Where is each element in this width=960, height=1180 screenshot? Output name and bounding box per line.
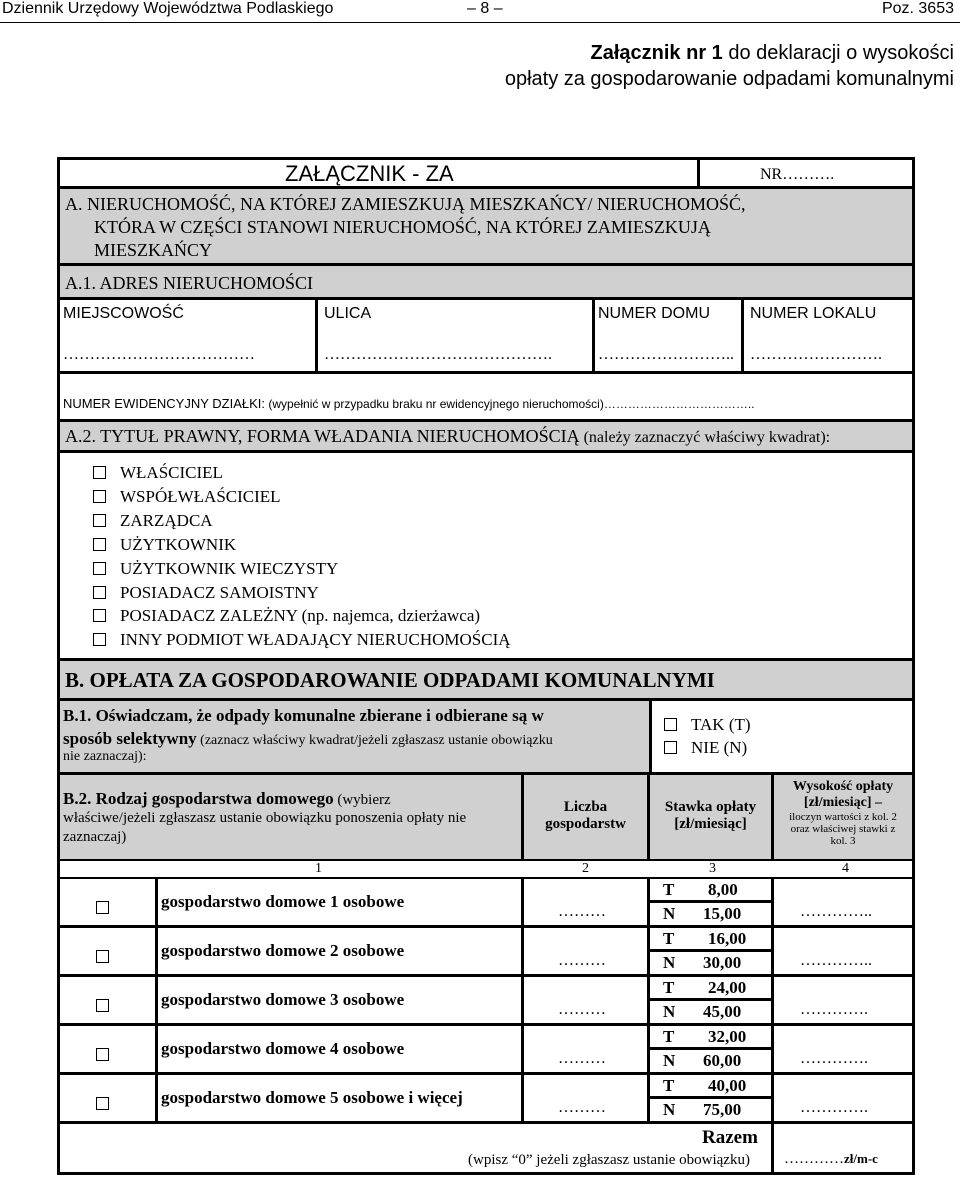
option-label: NIE (N)	[691, 738, 748, 757]
household-count-field[interactable]	[524, 977, 647, 1023]
b2-title: B.2. Rodzaj gospodarstwa domowego	[63, 789, 334, 808]
household-count-field[interactable]	[524, 879, 647, 925]
rate-n-letter: N	[663, 904, 676, 923]
household-label-cell	[158, 977, 521, 1023]
household-checkbox-cell[interactable]	[60, 928, 155, 974]
numer-lokalu-label: NUMER LOKALU	[750, 305, 877, 322]
ulica-dots: …………………………………….	[324, 346, 552, 363]
a2-options	[60, 453, 912, 658]
checkbox-icon[interactable]	[93, 609, 106, 622]
household-count-field[interactable]	[524, 1075, 647, 1121]
b1-line-2	[63, 729, 553, 749]
page-number: – 8 –	[467, 0, 503, 17]
household-label: gospodarstwo domowe 3 osobowe	[161, 990, 405, 1009]
rate-n-cell	[650, 1099, 771, 1121]
form-title: ZAŁĄCZNIK - ZA	[285, 161, 454, 186]
household-count: ………	[558, 903, 606, 920]
razem-value	[784, 1151, 878, 1168]
b2-line-3: zaznaczaj)	[63, 829, 127, 845]
rate-n-value: 15,00	[703, 904, 742, 923]
position-number: Poz. 3653	[881, 0, 954, 17]
rate-t-letter: T	[663, 880, 675, 899]
col-wys-line-4: oraz właściwej stawki z	[790, 823, 896, 835]
household-total: ………….	[800, 1099, 868, 1116]
rate-t-letter: T	[663, 1076, 675, 1095]
household-total: …………..	[800, 952, 872, 969]
b2-line-2: właściwe/jeżeli zgłaszasz ustanie obowiązku ponoszenia opłaty nie	[63, 810, 467, 826]
option-label: POSIADACZ SAMOISTNY	[120, 583, 319, 602]
option-tak[interactable]	[664, 715, 751, 735]
rate-n-letter: N	[663, 1002, 676, 1021]
rate-t-value: 8,00	[708, 880, 738, 899]
b1-selective: sposób selektywny	[63, 729, 197, 748]
household-label: gospodarstwo domowe 4 osobowe	[161, 1039, 405, 1058]
colnum-3: 3	[709, 861, 716, 876]
household-total-field[interactable]	[774, 928, 912, 974]
section-a-line-3: MIESZKAŃCY	[94, 240, 213, 260]
household-count: ………	[558, 1099, 606, 1116]
b1-choice	[652, 701, 912, 772]
ewid-note: (wypełnić w przypadku braku nr ewidencyjnego nieruchomości)………………………………..	[265, 397, 755, 411]
option-label: UŻYTKOWNIK	[120, 535, 237, 554]
rate-t-value: 24,00	[708, 978, 747, 997]
option-wlasciciel[interactable]	[93, 463, 223, 483]
col-stawka-line-1: Stawka opłaty	[664, 799, 757, 815]
section-b-title: B. OPŁATA ZA GOSPODAROWANIE ODPADAMI KOMUNALNYMI	[65, 668, 715, 692]
option-label: POSIADACZ ZALEŻNY (np. najemca, dzierżawca)	[120, 606, 481, 625]
option-label: WŁAŚCICIEL	[120, 463, 223, 482]
ewid-label: NUMER EWIDENCYJNY DZIAŁKI:	[63, 396, 266, 411]
a2-header	[60, 422, 912, 450]
col-stawka-header	[650, 775, 771, 859]
ulica-field[interactable]	[318, 300, 592, 371]
rate-n-letter: N	[663, 1100, 676, 1119]
option-label: WSPÓŁWŁAŚCICIEL	[120, 487, 281, 506]
b1-note: (zaznacz właściwy kwadrat/jeżeli zgłaszasz ustanie obowiązku	[196, 733, 553, 748]
household-label: gospodarstwo domowe 2 osobowe	[161, 941, 405, 960]
rate-n-value: 45,00	[703, 1002, 742, 1021]
household-count-field[interactable]	[524, 1026, 647, 1072]
household-total-field[interactable]	[774, 1026, 912, 1072]
rate-t-letter: T	[663, 978, 675, 997]
household-total: ………….	[800, 1050, 868, 1067]
a2-heading	[65, 426, 830, 447]
ulica-label: ULICA	[324, 305, 372, 322]
checkbox-icon[interactable]	[93, 514, 106, 527]
checkbox-icon[interactable]	[96, 999, 109, 1012]
razem-note: (wpisz “0” jeżeli zgłaszasz ustanie obowiązku)	[468, 1152, 750, 1168]
form-number: NR……….	[760, 166, 835, 183]
col-wys-line-1: Wysokość opłaty	[792, 779, 894, 794]
col-liczba-header	[524, 775, 647, 859]
checkbox-icon[interactable]	[96, 950, 109, 963]
rate-t-letter: T	[663, 929, 675, 948]
rate-n-value: 30,00	[703, 953, 742, 972]
checkbox-icon[interactable]	[664, 741, 677, 754]
option-label: UŻYTKOWNIK WIECZYSTY	[120, 559, 339, 578]
b2-line-1	[63, 789, 391, 809]
option-wspolwlasciciel[interactable]	[93, 487, 281, 507]
annex-number: Załącznik nr 1	[590, 42, 723, 64]
col-wys-line-2: [zł/miesiąc] –	[803, 795, 883, 810]
option-zarzadca[interactable]	[93, 511, 213, 531]
numer-lokalu-dots: …………………….	[750, 346, 882, 363]
b2-choose: (wybierz	[333, 792, 391, 808]
checkbox-icon[interactable]	[664, 718, 677, 731]
checkbox-icon[interactable]	[96, 1097, 109, 1110]
column-numbers	[60, 861, 912, 877]
rate-n-letter: N	[663, 953, 676, 972]
form-za	[57, 157, 915, 1175]
household-count: ………	[558, 1050, 606, 1067]
annex-title-1: do deklaracji o wysokości	[722, 42, 954, 64]
checkbox-icon[interactable]	[96, 901, 109, 914]
household-checkbox-cell[interactable]	[60, 977, 155, 1023]
b1-line-1: B.1. Oświadczam, że odpady komunalne zbierane i odbierane są w	[63, 706, 544, 725]
colnum-4: 4	[842, 861, 849, 876]
b1-line-3: nie zaznaczaj):	[63, 749, 147, 764]
annex-heading	[505, 40, 954, 92]
section-a-header	[60, 189, 912, 263]
section-b-header	[60, 661, 912, 698]
household-checkbox-cell[interactable]	[60, 1075, 155, 1121]
option-nie[interactable]	[664, 738, 747, 758]
nr-cell	[700, 160, 912, 186]
razem-value-cell[interactable]	[774, 1124, 912, 1172]
col-wys-line-3: iloczyn wartości z kol. 2	[789, 811, 897, 823]
rate-n-cell	[650, 1001, 771, 1023]
household-total: …………..	[800, 903, 872, 920]
checkbox-icon[interactable]	[93, 490, 106, 503]
rate-t-value: 40,00	[708, 1076, 747, 1095]
household-total-field[interactable]	[774, 977, 912, 1023]
option-label: ZARZĄDCA	[120, 511, 213, 530]
ewid-field[interactable]	[60, 374, 912, 419]
option-inny-podmiot[interactable]	[93, 630, 511, 650]
numer-domu-dots: ……………………..	[598, 346, 734, 363]
miejscowosc-dots: ………………………………	[63, 346, 255, 363]
rate-t-value: 16,00	[708, 929, 747, 948]
page-header	[0, 0, 960, 23]
option-label: INNY PODMIOT WŁADAJĄCY NIERUCHOMOŚCIĄ	[120, 630, 511, 649]
razem-dots: …………	[784, 1151, 844, 1167]
household-label-cell	[158, 1075, 521, 1121]
col-liczba-line-1: Liczba	[563, 799, 608, 815]
col-wys-line-5: kol. 3	[830, 835, 856, 847]
household-total-field[interactable]	[774, 879, 912, 925]
household-label-cell	[158, 879, 521, 925]
option-label: TAK (T)	[691, 715, 751, 734]
option-posiadacz-samoistny[interactable]	[93, 583, 319, 603]
miejscowosc-field[interactable]	[60, 300, 315, 371]
rate-t-cell	[650, 977, 771, 998]
rate-n-cell	[650, 903, 771, 925]
razem-unit: zł/m-c	[844, 1151, 878, 1166]
rate-n-cell	[650, 952, 771, 974]
rate-t-letter: T	[663, 1027, 675, 1046]
household-label-cell	[158, 928, 521, 974]
rate-t-cell	[650, 1026, 771, 1047]
household-count: ………	[558, 1001, 606, 1018]
rate-t-cell	[650, 879, 771, 900]
miejscowosc-label: MIEJSCOWOŚĆ	[63, 305, 184, 322]
household-checkbox-cell[interactable]	[60, 1026, 155, 1072]
rate-n-value: 60,00	[703, 1051, 742, 1070]
rate-n-cell	[650, 1050, 771, 1072]
checkbox-icon[interactable]	[93, 586, 106, 599]
col-stawka-line-2: [zł/miesiąc]	[674, 816, 747, 832]
household-label-cell	[158, 1026, 521, 1072]
section-a-line-2: KTÓRA W CZĘŚCI STANOWI NIERUCHOMOŚĆ, NA KTÓREJ ZAMIESZKUJĄ	[94, 217, 711, 237]
rate-t-cell	[650, 1075, 771, 1096]
option-uzytkownik[interactable]	[93, 535, 236, 555]
colnum-1: 1	[315, 861, 322, 876]
numer-domu-label: NUMER DOMU	[598, 305, 710, 322]
checkbox-icon[interactable]	[93, 633, 106, 646]
razem-label: Razem	[702, 1127, 758, 1148]
rate-t-value: 32,00	[708, 1027, 747, 1046]
razem-label-cell	[60, 1124, 771, 1172]
a2-note: (należy zaznaczyć właściwy kwadrat):	[579, 429, 831, 446]
option-posiadacz-zalezny[interactable]	[93, 606, 480, 626]
household-total: ………….	[800, 1001, 868, 1018]
household-total-field[interactable]	[774, 1075, 912, 1121]
ewid-text	[63, 396, 755, 411]
household-label: gospodarstwo domowe 5 osobowe i więcej	[161, 1088, 463, 1107]
household-count-field[interactable]	[524, 928, 647, 974]
form-title-cell	[60, 160, 697, 186]
rate-t-cell	[650, 928, 771, 949]
colnum-2: 2	[582, 861, 589, 876]
section-a-line-1: A. NIERUCHOMOŚĆ, NA KTÓREJ ZAMIESZKUJĄ MIESZKAŃCY/ NIERUCHOMOŚĆ,	[65, 194, 746, 214]
checkbox-icon[interactable]	[96, 1048, 109, 1061]
checkbox-icon[interactable]	[93, 538, 106, 551]
b1-statement	[60, 701, 649, 772]
annex-title-2: opłaty za gospodarowanie odpadami komunalnymi	[504, 68, 954, 90]
checkbox-icon[interactable]	[93, 466, 106, 479]
household-count: ………	[558, 952, 606, 969]
a1-header	[60, 266, 912, 297]
col-liczba-line-2: gospodarstw	[545, 816, 626, 832]
household-checkbox-cell[interactable]	[60, 879, 155, 925]
numer-lokalu-field[interactable]	[744, 300, 912, 371]
rate-n-letter: N	[663, 1051, 676, 1070]
journal-title: Dziennik Urzędowy Województwa Podlaskiego	[2, 0, 334, 17]
rate-n-value: 75,00	[703, 1100, 742, 1119]
numer-domu-field[interactable]	[595, 300, 741, 371]
option-uzytkownik-wieczysty[interactable]	[93, 559, 338, 579]
a2-title: A.2. TYTUŁ PRAWNY, FORMA WŁADANIA NIERUCHOMOŚCIĄ	[65, 426, 580, 446]
a1-title: A.1. ADRES NIERUCHOMOŚCI	[65, 273, 314, 293]
b2-description	[60, 775, 521, 859]
household-label: gospodarstwo domowe 1 osobowe	[161, 892, 405, 911]
checkbox-icon[interactable]	[93, 562, 106, 575]
col-wysokosc-header	[774, 775, 912, 859]
